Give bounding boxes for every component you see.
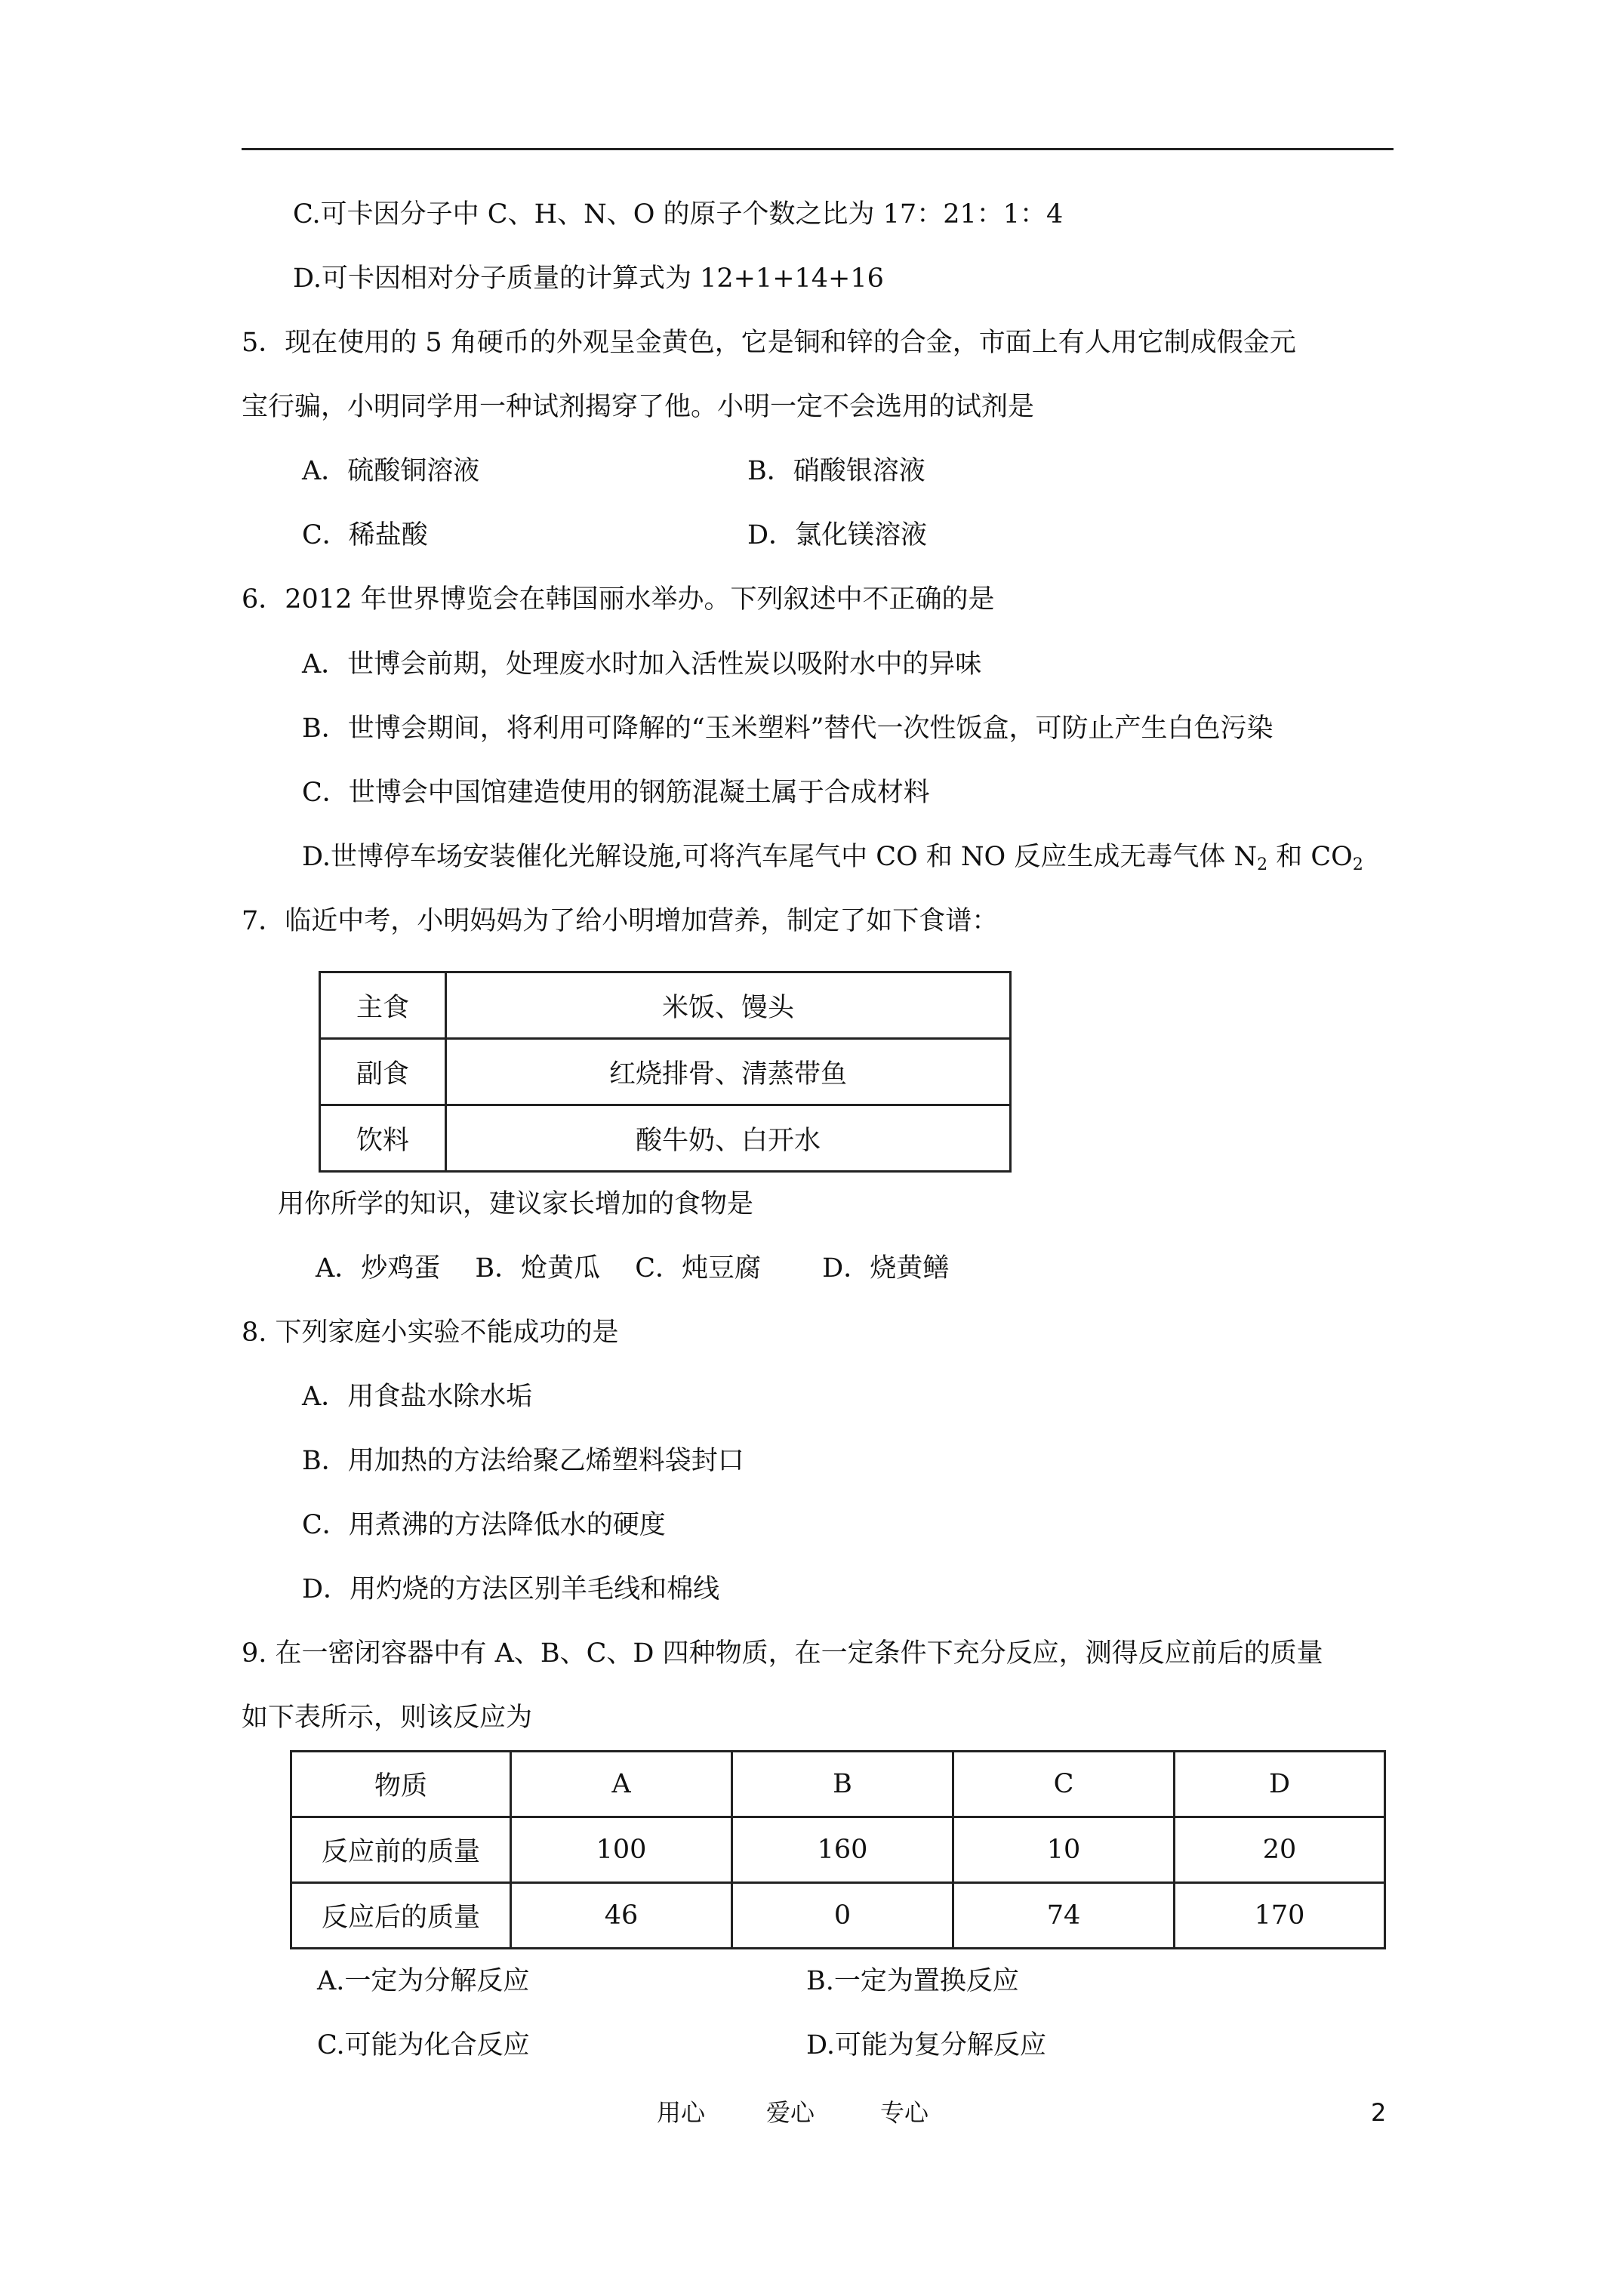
q9-stem-line2: 如下表所示，则该反应为 bbox=[242, 1703, 533, 1733]
q7-stem: 7．临近中考，小明妈妈为了给小明增加营养，制定了如下食谱： bbox=[242, 906, 999, 936]
header-rule bbox=[242, 148, 1394, 150]
footer-right: 专心 bbox=[880, 2098, 929, 2127]
mass-cell: 170 bbox=[1175, 1883, 1385, 1949]
menu-row bbox=[320, 972, 1011, 1039]
q9-option-d: D.可能为复分解反应 bbox=[806, 2030, 1046, 2060]
mass-header-cell: C bbox=[953, 1752, 1175, 1817]
menu-row bbox=[320, 1039, 1011, 1105]
co2-subscript: 2 bbox=[1352, 855, 1363, 874]
q9-option-c: C.可能为化合反应 bbox=[317, 2030, 530, 2060]
page-number: 2 bbox=[1371, 2098, 1387, 2127]
q5-option-c: C．稀盐酸 bbox=[302, 520, 428, 550]
q8-option-d: D．用灼烧的方法区别羊毛线和棉线 bbox=[302, 1574, 720, 1604]
footer-left: 用心 bbox=[657, 2098, 706, 2127]
mass-table bbox=[290, 1750, 1386, 1949]
menu-cell: 米饭、馒头 bbox=[446, 972, 1011, 1039]
menu-cell: 副食 bbox=[320, 1039, 446, 1105]
q5-option-d: D．氯化镁溶液 bbox=[747, 520, 928, 550]
q4-option-d: D.可卡因相对分子质量的计算式为 12+1+14+16 bbox=[293, 264, 884, 294]
n2-subscript: 2 bbox=[1257, 855, 1268, 874]
q5-stem-line1: 5．现在使用的 5 角硬币的外观呈金黄色，它是铜和锌的合金，市面上有人用它制成假金元 bbox=[242, 328, 1296, 358]
q7-options: A．炒鸡蛋 B．炝黄瓜 C．炖豆腐 D．烧黄鳝 bbox=[316, 1253, 950, 1284]
q9-option-a: A.一定为分解反应 bbox=[317, 1966, 530, 1996]
q6-option-a: A．世博会前期，处理废水时加入活性炭以吸附水中的异味 bbox=[302, 649, 982, 680]
mass-cell: 160 bbox=[732, 1817, 953, 1883]
menu-cell: 主食 bbox=[320, 972, 446, 1039]
q8-option-a: A．用食盐水除水垢 bbox=[302, 1382, 533, 1412]
q8-stem: 8. 下列家庭小实验不能成功的是 bbox=[242, 1318, 619, 1348]
q5-option-a: A．硫酸铜溶液 bbox=[302, 456, 480, 486]
q8-option-b: B．用加热的方法给聚乙烯塑料袋封口 bbox=[302, 1446, 744, 1476]
menu-row bbox=[320, 1105, 1011, 1172]
q7-question: 用你所学的知识，建议家长增加的食物是 bbox=[278, 1189, 754, 1219]
mass-cell: 20 bbox=[1175, 1817, 1385, 1883]
q5-option-b: B．硝酸银溶液 bbox=[747, 456, 925, 486]
mass-header-cell: B bbox=[732, 1752, 953, 1817]
footer-mid: 爱心 bbox=[766, 2098, 815, 2127]
mass-table-row bbox=[291, 1817, 1385, 1883]
q6-option-d bbox=[302, 839, 1363, 875]
mass-cell: 反应前的质量 bbox=[291, 1817, 511, 1883]
mass-header-cell: D bbox=[1175, 1752, 1385, 1817]
mass-header-cell: A bbox=[511, 1752, 732, 1817]
q9-stem-line1: 9. 在一密闭容器中有 A、B、C、D 四种物质，在一定条件下充分反应，测得反应前后的质量 bbox=[242, 1638, 1323, 1669]
mass-table-row bbox=[291, 1883, 1385, 1949]
mass-cell: 10 bbox=[953, 1817, 1175, 1883]
mass-table-header bbox=[291, 1752, 1385, 1817]
q6-option-d-mid: 和 CO bbox=[1267, 842, 1353, 872]
q6-option-d-text: D.世博停车场安装催化光解设施,可将汽车尾气中 CO 和 NO 反应生成无毒气体 N bbox=[302, 842, 1258, 872]
q6-option-c: C．世博会中国馆建造使用的钢筋混凝土属于合成材料 bbox=[302, 778, 930, 808]
mass-header-cell: 物质 bbox=[291, 1752, 511, 1817]
menu-cell: 饮料 bbox=[320, 1105, 446, 1172]
mass-cell: 0 bbox=[732, 1883, 953, 1949]
q6-stem: 6．2012 年世界博览会在韩国丽水举办。下列叙述中不正确的是 bbox=[242, 584, 995, 615]
menu-cell: 酸牛奶、白开水 bbox=[446, 1105, 1011, 1172]
mass-cell: 74 bbox=[953, 1883, 1175, 1949]
q4-option-c: C.可卡因分子中 C、H、N、O 的原子个数之比为 17：21：1：4 bbox=[293, 199, 1064, 230]
mass-cell: 反应后的质量 bbox=[291, 1883, 511, 1949]
menu-cell: 红烧排骨、清蒸带鱼 bbox=[446, 1039, 1011, 1105]
mass-cell: 46 bbox=[511, 1883, 732, 1949]
q5-stem-line2: 宝行骗，小明同学用一种试剂揭穿了他。小明一定不会选用的试剂是 bbox=[242, 392, 1035, 422]
q9-option-b: B.一定为置换反应 bbox=[806, 1966, 1019, 1996]
q8-option-c: C．用煮沸的方法降低水的硬度 bbox=[302, 1510, 666, 1540]
menu-table bbox=[319, 971, 1012, 1173]
mass-cell: 100 bbox=[511, 1817, 732, 1883]
q6-option-b: B．世博会期间，将利用可降解的“玉米塑料”替代一次性饭盒，可防止产生白色污染 bbox=[302, 713, 1273, 744]
